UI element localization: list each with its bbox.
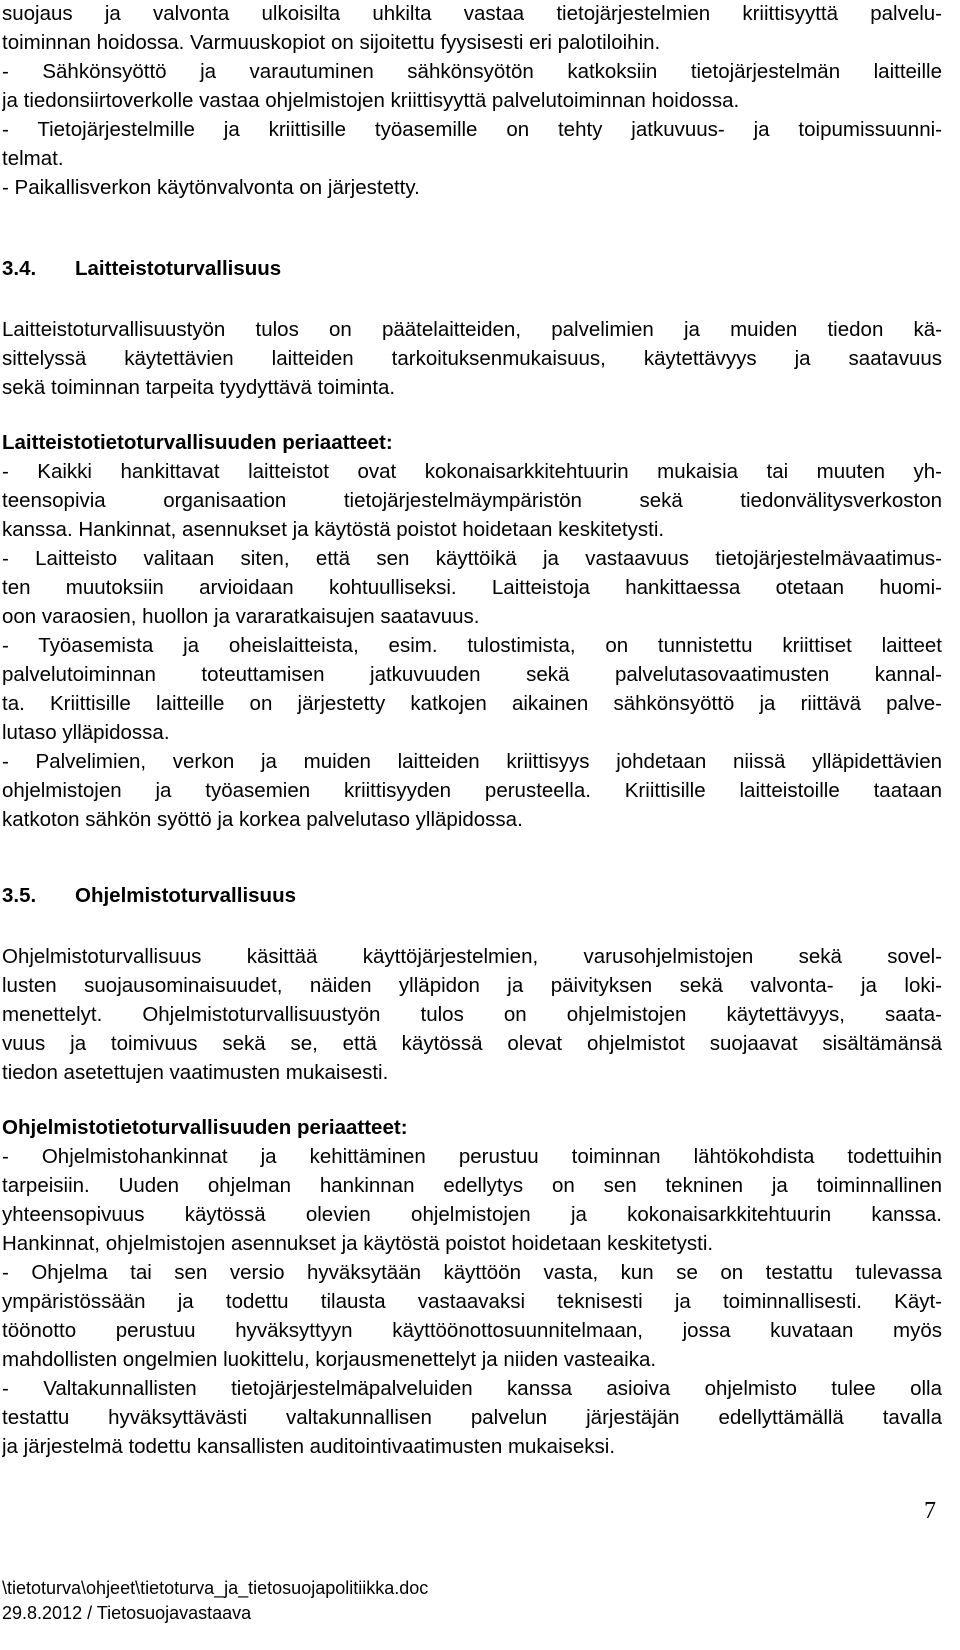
- intro-line: suojaus ja valvonta ulkoisilta uhkilta vastaa tietojärjestelmien kriittisyyttä palvelu-: [2, 2, 942, 25]
- principle-line: yhteensopivuus käytössä olevien ohjelmistojen ja kokonaisarkkitehtuurin kanssa.: [2, 1203, 942, 1226]
- principle-line: - Laitteisto valitaan siten, että sen käyttöikä ja vastaavuus tietojärjestelmävaatimus-: [2, 547, 942, 570]
- paragraph-line: sekä toiminnan tarpeita tyydyttävä toiminta.: [2, 376, 396, 399]
- paragraph-line: Ohjelmistoturvallisuus käsittää käyttöjärjestelmien, varusohjelmistojen sekä sovel-: [2, 945, 942, 968]
- principle-line: Hankinnat, ohjelmistojen asennukset ja käytöstä poistot hoidetaan keskitetysti.: [2, 1232, 714, 1255]
- paragraph-line: vuus ja toimivuus sekä se, että käytössä olevat ohjelmistot suojaavat sisältämänsä: [2, 1032, 942, 1055]
- principle-line: - Palvelimien, verkon ja muiden laitteiden kriittisyys johdetaan niissä ylläpidettävien: [2, 750, 942, 773]
- principle-line: - Kaikki hankittavat laitteistot ovat kokonaisarkkitehtuurin mukaisia tai muuten yh-: [2, 460, 942, 483]
- page-number: 7: [924, 1498, 936, 1524]
- principles-heading: Laitteistotietoturvallisuuden periaatteet:: [2, 431, 393, 454]
- principle-line: palvelutoiminnan toteuttamisen jatkuvuuden sekä palvelutasovaatimusten kannal-: [2, 663, 942, 686]
- section-heading-3-4: [2, 255, 281, 282]
- principle-line: - Työasemista ja oheislaitteista, esim. tulostimista, on tunnistettu kriittiset laitteet: [2, 634, 942, 657]
- section-heading-3-5: [2, 882, 296, 909]
- intro-line: telmat.: [2, 147, 64, 170]
- intro-line: - Tietojärjestelmille ja kriittisille työasemille on tehty jatkuvuus- ja toipumissuunni-: [2, 118, 942, 141]
- principle-line: ja järjestelmä todettu kansallisten auditointivaatimusten mukaiseksi.: [2, 1435, 616, 1458]
- paragraph-line: menettelyt. Ohjelmistoturvallisuustyön tulos on ohjelmistojen käytettävyys, saata-: [2, 1003, 942, 1026]
- section-number: 3.4.: [2, 257, 37, 280]
- principle-line: ta. Kriittisille laitteille on järjestetty katkojen aikainen sähkönsyöttö ja riittävä palve-: [2, 692, 942, 715]
- principle-line: testattu hyväksyttävästi valtakunnallisen palvelun järjestäjän edellyttämällä tavalla: [2, 1406, 942, 1429]
- paragraph-line: Laitteistoturvallisuustyön tulos on päätelaitteiden, palvelimien ja muiden tiedon kä-: [2, 318, 942, 341]
- principle-line: tarpeisiin. Uuden ohjelman hankinnan edellytys on sen tekninen ja toiminnallinen: [2, 1174, 942, 1197]
- principle-line: töönotto perustuu hyväksyttyyn käyttöönottosuunnitelmaan, jossa kuvataan myös: [2, 1319, 942, 1342]
- principle-line: - Ohjelmistohankinnat ja kehittäminen perustuu toiminnan lähtökohdista todettuihin: [2, 1145, 942, 1168]
- footer-date: 29.8.2012 / Tietosuojavastaava: [2, 1603, 252, 1623]
- intro-line: - Paikallisverkon käytönvalvonta on järjestetty.: [2, 176, 420, 199]
- intro-line: toiminnan hoidossa. Varmuuskopiot on sijoitettu fyysisesti eri palotiloihin.: [2, 31, 661, 54]
- principle-line: kanssa. Hankinnat, asennukset ja käytöstä poistot hoidetaan keskitetysti.: [2, 518, 665, 541]
- principle-line: ten muutoksiin arvioidaan kohtuulliseksi. Laitteistoja hankittaessa otetaan huomi-: [2, 576, 942, 599]
- principle-line: oon varaosien, huollon ja vararatkaisujen saatavuus.: [2, 605, 480, 628]
- principle-line: lutaso ylläpidossa.: [2, 721, 170, 744]
- section-title: Ohjelmistoturvallisuus: [75, 884, 296, 907]
- principle-line: mahdollisten ongelmien luokittelu, korjausmenettelyt ja niiden vasteaika.: [2, 1348, 657, 1371]
- principle-line: - Ohjelma tai sen versio hyväksytään käyttöön vasta, kun se on testattu tulevassa: [2, 1261, 942, 1284]
- paragraph-line: sittelyssä käytettävien laitteiden tarkoituksenmukaisuus, käytettävyys ja saatavuus: [2, 347, 942, 370]
- intro-line: ja tiedonsiirtoverkolle vastaa ohjelmistojen kriittisyyttä palvelutoiminnan hoidossa.: [2, 89, 740, 112]
- paragraph-line: tiedon asetettujen vaatimusten mukaisesti.: [2, 1061, 389, 1084]
- principle-line: katkoton sähkön syöttö ja korkea palvelutaso ylläpidossa.: [2, 808, 523, 831]
- paragraph-line: lusten suojausominaisuudet, näiden ylläpidon ja päivityksen sekä valvonta- ja loki-: [2, 974, 942, 997]
- principles-heading: Ohjelmistotietoturvallisuuden periaatteet:: [2, 1116, 408, 1139]
- principle-line: teensopivia organisaation tietojärjestelmäympäristön sekä tiedonvälitysverkoston: [2, 489, 942, 512]
- footer-file-path: \tietoturva\ohjeet\tietoturva_ja_tietosuojapolitiikka.doc: [2, 1578, 429, 1598]
- principle-line: ohjelmistojen ja työasemien kriittisyyden perusteella. Kriittisille laitteistoille taataan: [2, 779, 942, 802]
- intro-line: - Sähkönsyöttö ja varautuminen sähkönsyötön katkoksiin tietojärjestelmän laitteille: [2, 60, 942, 83]
- principle-line: ympäristössään ja todettu tilausta vastaavaksi teknisesti ja toiminnallisesti. Käyt-: [2, 1290, 942, 1313]
- principle-line: - Valtakunnallisten tietojärjestelmäpalveluiden kanssa asioiva ohjelmisto tulee olla: [2, 1377, 942, 1400]
- section-title: Laitteistoturvallisuus: [75, 257, 282, 280]
- section-number: 3.5.: [2, 884, 37, 907]
